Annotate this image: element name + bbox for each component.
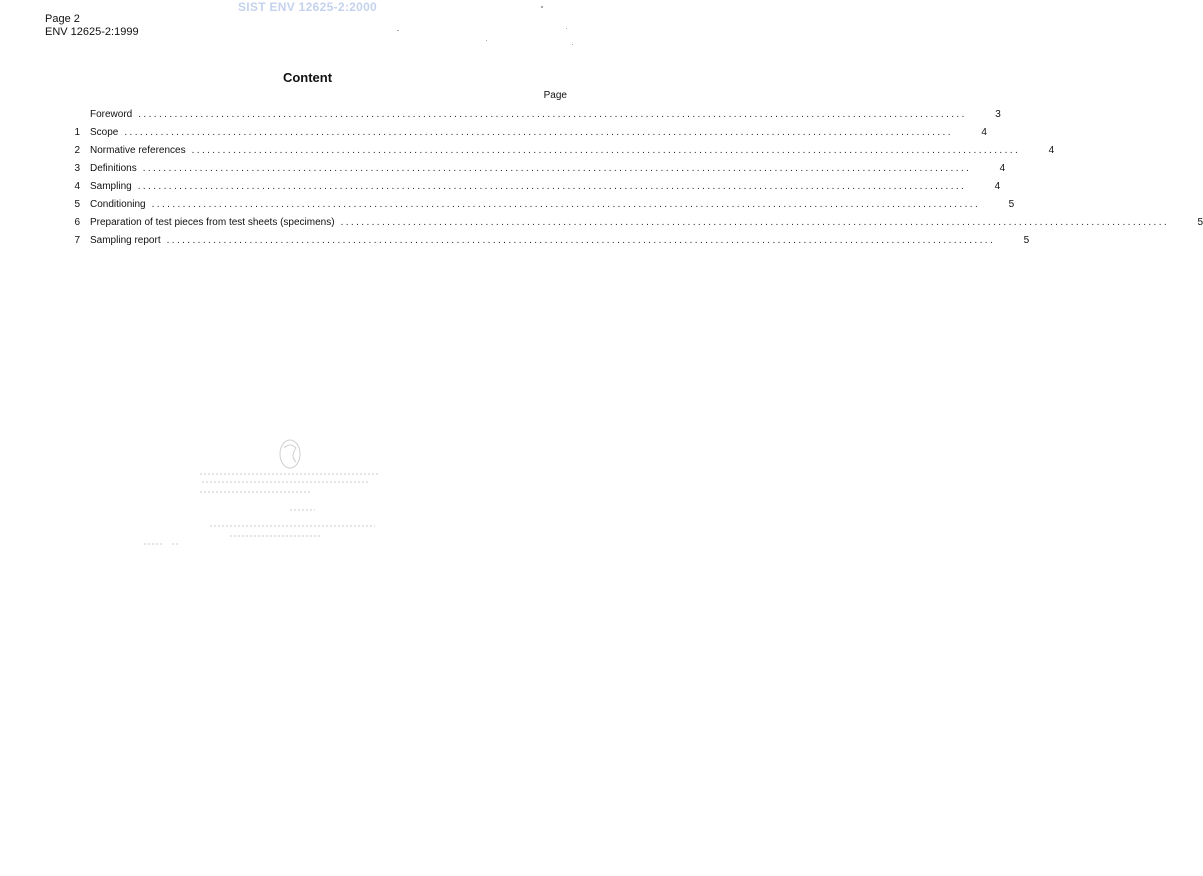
toc-entry-normative-references[interactable]: [60, 145, 1055, 163]
toc-entry-title: Foreword: [90, 109, 133, 120]
dot-leader: ................................................................................................................................................................: [137, 181, 967, 192]
toc-entry-number: 3: [74, 163, 80, 174]
toc-entry-foreword[interactable]: [60, 109, 1001, 127]
page-title: Content: [282, 70, 333, 85]
toc-entry-definitions[interactable]: [60, 163, 1006, 181]
toc-entry-page: 5: [1197, 217, 1203, 228]
dot-leader: ................................................................................................................................................................: [340, 217, 1170, 228]
standard-number: ENV 12625-2:1999: [45, 26, 139, 38]
toc-entry-title: Normative references: [90, 145, 186, 156]
page-number: Page 2: [45, 13, 80, 25]
toc-entry-page: 3: [995, 109, 1001, 120]
toc-entry-number: 1: [74, 127, 80, 138]
document-watermark: SIST ENV 12625-2:2000: [237, 0, 378, 14]
faint-stamp-image: [140, 436, 390, 556]
dot-leader: ................................................................................................................................................................: [124, 127, 953, 138]
toc-entry-title: Sampling: [90, 181, 132, 192]
toc-entry-page: 5: [1008, 199, 1015, 210]
toc-entry-number: 7: [74, 235, 80, 246]
scan-speck: [541, 6, 543, 8]
toc-entry-conditioning[interactable]: [60, 199, 1015, 217]
toc-entry-scope[interactable]: [60, 127, 987, 145]
toc-entry-page: 5: [1023, 235, 1030, 246]
scan-speck: [566, 28, 567, 29]
dot-leader: ................................................................................................................................................................: [166, 235, 996, 246]
page-column-label: Page: [543, 90, 567, 101]
dot-leader: ................................................................................................................................................................: [142, 163, 972, 174]
toc-entry-number: 6: [74, 217, 80, 228]
dot-leader: ................................................................................................................................................................: [151, 199, 981, 210]
page-header: [45, 13, 139, 39]
toc-entry-number: 2: [74, 145, 80, 156]
toc-entry-sampling-report[interactable]: [60, 235, 1030, 253]
toc-entry-page: 4: [981, 127, 987, 138]
scan-speck: [486, 40, 487, 41]
toc-entry-preparation-of-test-pieces[interactable]: [60, 217, 1203, 235]
toc-entry-number: 4: [74, 181, 80, 192]
dot-leader: ................................................................................................................................................................: [191, 145, 1021, 156]
toc-entry-page: 4: [999, 163, 1006, 174]
toc-entry-sampling[interactable]: [60, 181, 1001, 199]
scan-speck: [572, 44, 573, 45]
toc-entry-page: 4: [1048, 145, 1055, 156]
toc-entry-number: 5: [74, 199, 80, 210]
toc-entry-title: Preparation of test pieces from test sheets (specimens): [90, 217, 335, 228]
toc-entry-title: Sampling report: [90, 235, 161, 246]
dot-leader: ................................................................................................................................................................: [138, 109, 967, 120]
scan-speck: [397, 30, 399, 31]
table-of-contents: [60, 109, 1203, 253]
toc-entry-title: Conditioning: [90, 199, 146, 210]
toc-entry-page: 4: [994, 181, 1001, 192]
toc-entry-title: Scope: [90, 127, 119, 138]
toc-entry-title: Definitions: [90, 163, 137, 174]
